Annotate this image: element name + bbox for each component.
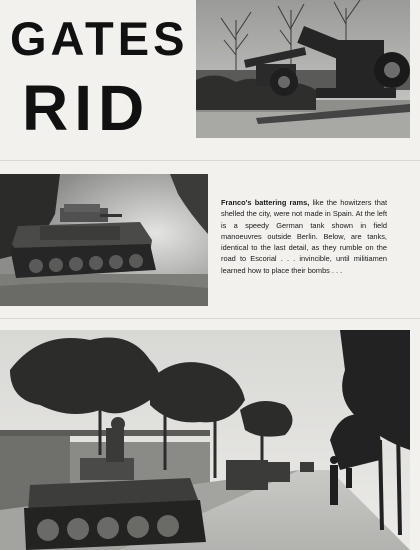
headline (8, 8, 194, 144)
caption-body: like the howitzers that shelled the city, were not made in Spain. At the left is a speedy German tank shown in field manoeuvres outside Berlin. Below, are tanks, identical to the last detail, as they rumble on the road to Escorial . . . invincible, until militiamen learned how to place their bombs . . . (221, 198, 387, 275)
escorial-road-photo (0, 330, 410, 550)
divider (0, 160, 420, 161)
divider (0, 318, 420, 319)
headline-line-1: GATES (10, 12, 189, 65)
german-tank-photo (0, 174, 208, 306)
howitzers-photo (196, 0, 410, 138)
photo-caption (221, 197, 387, 276)
headline-line-2: RID (22, 72, 151, 144)
caption-lead: Franco's battering rams, (221, 198, 310, 207)
